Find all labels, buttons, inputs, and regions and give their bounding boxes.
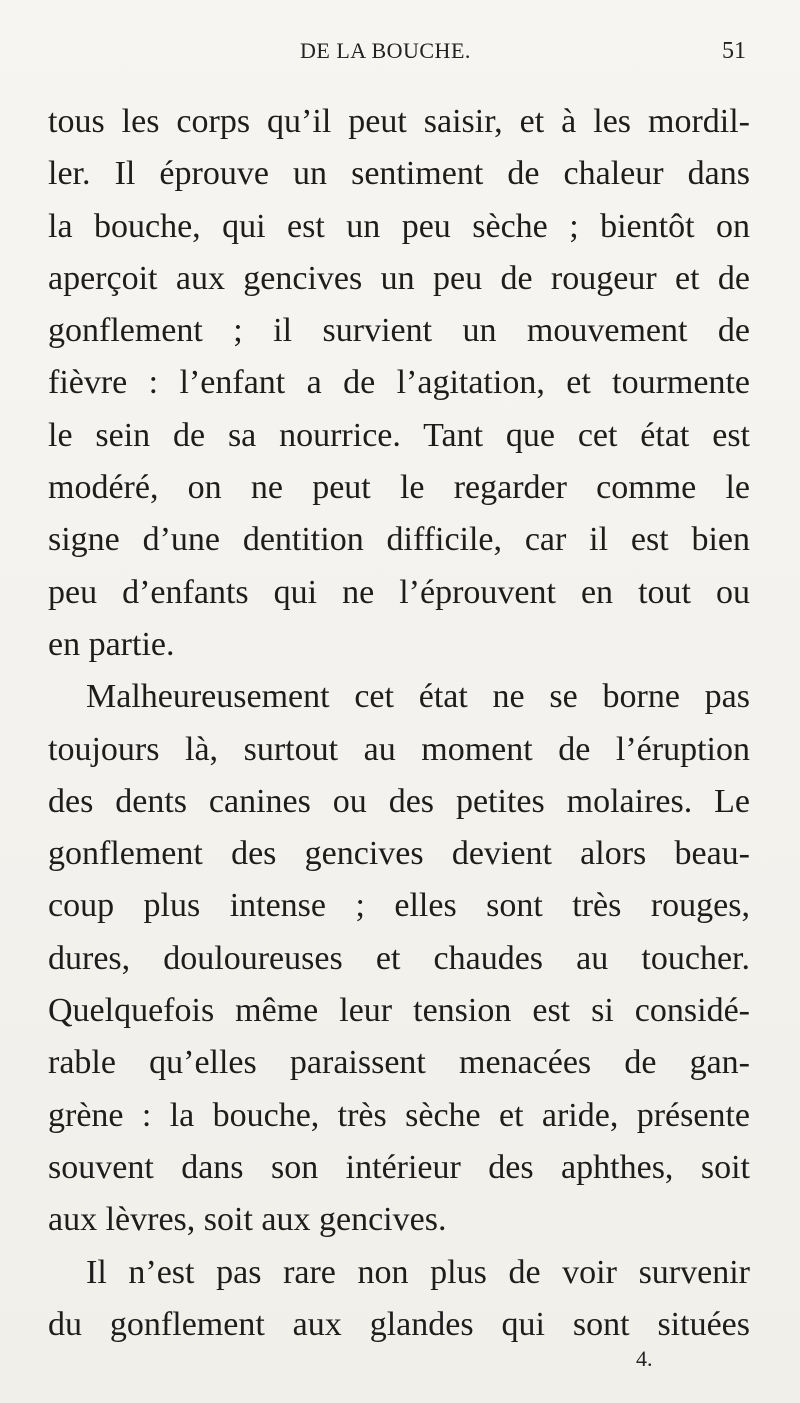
text-line: Il n’est pas rare non plus de voir survenir: [86, 1253, 750, 1291]
text-line: modéré, on ne peut le regarder comme le: [48, 469, 750, 507]
running-title: DE LA BOUCHE.: [300, 38, 471, 63]
text-line: ler. Il éprouve un sentiment de chaleur dans: [48, 155, 750, 193]
text-line: le sein de sa nourrice. Tant que cet état est: [48, 416, 750, 454]
text-line: gonflement des gencives devient alors beau-: [48, 835, 750, 873]
text-line: la bouche, qui est un peu sèche ; bientôt on: [48, 207, 750, 245]
text-line: du gonflement aux glandes qui sont situées: [48, 1305, 750, 1343]
text-line: aperçoit aux gencives un peu de rougeur et de: [48, 259, 750, 297]
text-line: Quelquefois même leur tension est si considé-: [48, 992, 750, 1030]
text-line: toujours là, surtout au moment de l’éruption: [48, 730, 750, 768]
text-line: en partie.: [48, 625, 175, 663]
text-line: dures, douloureuses et chaudes au toucher.: [48, 939, 750, 977]
text-line: aux lèvres, soit aux gencives.: [48, 1201, 447, 1239]
text-line: des dents canines ou des petites molaires. Le: [48, 782, 750, 820]
text-line: peu d’enfants qui ne l’éprouvent en tout ou: [48, 573, 750, 611]
running-head: [0, 38, 800, 72]
text-line: souvent dans son intérieur des aphthes, soit: [48, 1148, 750, 1186]
text-line: tous les corps qu’il peut saisir, et à les mordil-: [48, 103, 750, 140]
text-line: Malheureusement cet état ne se borne pas: [86, 678, 750, 716]
body-text: [48, 96, 750, 1351]
page-number: 51: [722, 38, 746, 64]
text-line: rable qu’elles paraissent menacées de gan-: [48, 1044, 750, 1082]
text-line: coup plus intense ; elles sont très rouges,: [48, 887, 750, 925]
text-line: grène : la bouche, très sèche et aride, présente: [48, 1096, 750, 1134]
signature-mark: 4.: [636, 1346, 653, 1371]
text-line: signe d’une dentition difficile, car il est bien: [48, 521, 750, 559]
text-line: fièvre : l’enfant a de l’agitation, et tourmente: [48, 364, 750, 402]
text-line: gonflement ; il survient un mouvement de: [48, 312, 750, 350]
